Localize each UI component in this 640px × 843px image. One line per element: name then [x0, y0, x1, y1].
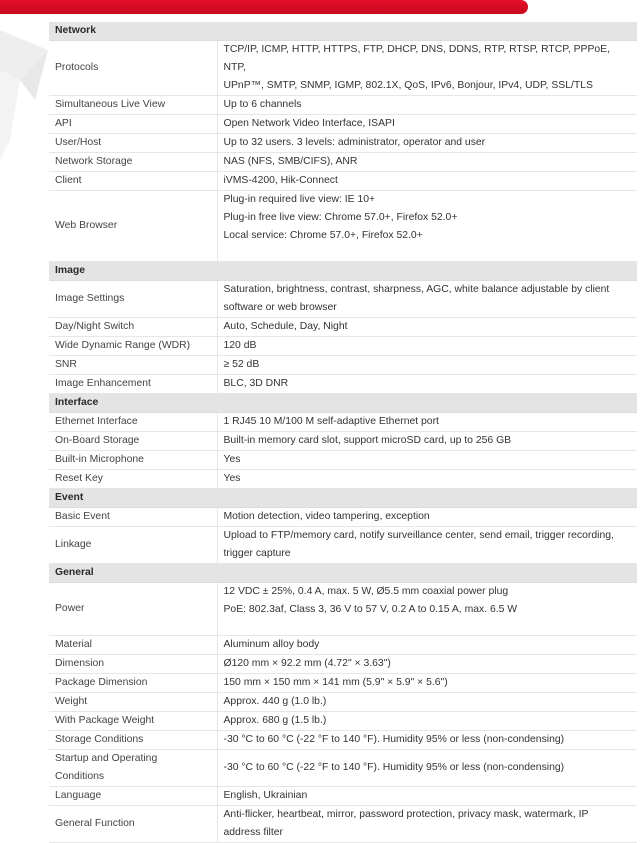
spec-row [49, 527, 637, 564]
section-title: Network [49, 22, 637, 41]
spec-value [217, 655, 637, 674]
spec-label: Network Storage [49, 153, 217, 172]
spec-label: Ethernet Interface [49, 413, 217, 432]
spec-row [49, 356, 637, 375]
spec-value-line: 120 dB [223, 340, 257, 351]
spec-value-line: -30 °C to 60 °C (-22 °F to 140 °F). Humidity 95% or less (non-condensing) [223, 762, 565, 773]
spec-row [49, 750, 637, 787]
spec-value-line: trigger capture [223, 548, 291, 559]
spec-value [217, 432, 637, 451]
spec-label: Image Settings [49, 281, 217, 318]
spec-value [217, 96, 637, 115]
spec-value [217, 712, 637, 731]
spec-row [49, 693, 637, 712]
spec-value-line: -30 °C to 60 °C (-22 °F to 140 °F). Humidity 95% or less (non-condensing) [223, 734, 565, 745]
spec-value-line: Aluminum alloy body [223, 639, 320, 650]
spec-value [217, 375, 637, 394]
spec-value-line: Yes [223, 473, 241, 484]
spec-row [49, 153, 637, 172]
header-accent-bar [0, 0, 528, 14]
spec-value-line: Plug-in required live view: IE 10+ [223, 194, 376, 205]
spec-value-line: Up to 6 channels [223, 99, 302, 110]
spec-row [49, 712, 637, 731]
spec-value-line: Up to 32 users. 3 levels: administrator, operator and user [223, 137, 486, 148]
spec-value [217, 731, 637, 750]
spec-value-line: Open Network Video Interface, ISAPI [223, 118, 395, 129]
spec-value-line: Plug-in free live view: Chrome 57.0+, Firefox 52.0+ [223, 212, 458, 223]
spec-label: Basic Event [49, 508, 217, 527]
spec-value [217, 787, 637, 806]
spec-label: Package Dimension [49, 674, 217, 693]
spec-value [217, 281, 637, 318]
spec-value-line: Auto, Schedule, Day, Night [223, 321, 348, 332]
section-header-network [49, 22, 637, 41]
section-title: General [49, 564, 637, 583]
spec-value-line: Anti-flicker, heartbeat, mirror, password protection, privacy mask, watermark, IP [223, 809, 589, 820]
spec-label [49, 750, 217, 787]
spec-value-line: Local service: Chrome 57.0+, Firefox 52.0+ [223, 230, 423, 241]
spec-label: Material [49, 636, 217, 655]
spec-row [49, 318, 637, 337]
spec-value [217, 508, 637, 527]
brand-watermark-icon [0, 10, 48, 170]
spec-row [49, 115, 637, 134]
spec-value-line: Ø120 mm × 92.2 mm (4.72" × 3.63") [223, 658, 391, 669]
spec-row [49, 583, 637, 636]
spec-label: Image Enhancement [49, 375, 217, 394]
spec-value [217, 413, 637, 432]
spec-label: With Package Weight [49, 712, 217, 731]
spec-value-line: Saturation, brightness, contrast, sharpness, AGC, white balance adjustable by client [223, 284, 610, 295]
spec-value [217, 153, 637, 172]
section-header-image [49, 262, 637, 281]
spec-row [49, 375, 637, 394]
spec-label: On-Board Storage [49, 432, 217, 451]
spec-row [49, 470, 637, 489]
section-header-general [49, 564, 637, 583]
spec-value [217, 318, 637, 337]
spec-row [49, 674, 637, 693]
spec-value-line: address filter [223, 827, 283, 838]
spec-label: Storage Conditions [49, 731, 217, 750]
spec-label: User/Host [49, 134, 217, 153]
spec-value-line: BLC, 3D DNR [223, 378, 289, 389]
spec-value-line: 150 mm × 150 mm × 141 mm (5.9" × 5.9" × 5.6") [223, 677, 448, 688]
spec-row [49, 636, 637, 655]
spec-value-line: PoE: 802.3af, Class 3, 36 V to 57 V, 0.2 A to 0.15 A, max. 6.5 W [223, 604, 518, 615]
spec-row [49, 191, 637, 262]
spec-value-line: English, Ukrainian [223, 790, 308, 801]
spec-label: Built-in Microphone [49, 451, 217, 470]
spec-row [49, 432, 637, 451]
spec-label: API [49, 115, 217, 134]
spec-value [217, 41, 637, 96]
spec-label: General Function [49, 806, 217, 843]
spec-value-line: 12 VDC ± 25%, 0.4 A, max. 5 W, Ø5.5 mm coaxial power plug [223, 586, 509, 597]
spec-value [217, 750, 637, 787]
spec-label: Client [49, 172, 217, 191]
spec-label: Wide Dynamic Range (WDR) [49, 337, 217, 356]
spec-value-line: software or web browser [223, 302, 337, 313]
spec-row [49, 337, 637, 356]
spec-row [49, 281, 637, 318]
spec-row [49, 41, 637, 96]
spec-row [49, 451, 637, 470]
spec-value [217, 451, 637, 470]
spec-row [49, 96, 637, 115]
spec-value-line: Upload to FTP/memory card, notify surveillance center, send email, trigger recording, [223, 530, 614, 541]
spec-value-line: UPnP™, SMTP, SNMP, IGMP, 802.1X, QoS, IPv6, Bonjour, IPv4, UDP, SSL/TLS [223, 80, 593, 91]
section-title: Image [49, 262, 637, 281]
spec-value-line: Motion detection, video tampering, exception [223, 511, 430, 522]
spec-row [49, 655, 637, 674]
spec-value [217, 356, 637, 375]
spec-value [217, 583, 637, 636]
spec-label: Weight [49, 693, 217, 712]
spec-row [49, 787, 637, 806]
spec-value [217, 674, 637, 693]
spec-value [217, 806, 637, 843]
spec-label: Web Browser [49, 191, 217, 262]
spec-value-line: Yes [223, 454, 241, 465]
spec-row [49, 806, 637, 843]
spec-value [217, 636, 637, 655]
spec-label: Protocols [49, 41, 217, 96]
spec-value [217, 115, 637, 134]
spec-label: Language [49, 787, 217, 806]
spec-value-line: TCP/IP, ICMP, HTTP, HTTPS, FTP, DHCP, DNS, DDNS, RTP, RTSP, RTCP, PPPoE, NTP, [223, 44, 610, 73]
spec-value-line: ≥ 52 dB [223, 359, 260, 370]
spec-value-line: Built-in memory card slot, support microSD card, up to 256 GB [223, 435, 512, 446]
spec-value [217, 191, 637, 262]
spec-value [217, 470, 637, 489]
spec-label: Day/Night Switch [49, 318, 217, 337]
spec-value [217, 693, 637, 712]
spec-value-line: NAS (NFS, SMB/CIFS), ANR [223, 156, 358, 167]
spec-value-line: Approx. 680 g (1.5 lb.) [223, 715, 327, 726]
spec-label: Linkage [49, 527, 217, 564]
spec-table [49, 22, 637, 843]
spec-label: Simultaneous Live View [49, 96, 217, 115]
spec-value [217, 337, 637, 356]
spec-value-line: iVMS-4200, Hik-Connect [223, 175, 338, 186]
section-title: Event [49, 489, 637, 508]
spec-label: SNR [49, 356, 217, 375]
spec-row [49, 508, 637, 527]
section-title: Interface [49, 394, 637, 413]
spec-row [49, 172, 637, 191]
spec-row [49, 413, 637, 432]
spec-label: Reset Key [49, 470, 217, 489]
spec-label-line: Conditions [55, 771, 105, 782]
spec-row [49, 134, 637, 153]
section-header-event [49, 489, 637, 508]
spec-label: Power [49, 583, 217, 636]
spec-label: Dimension [49, 655, 217, 674]
spec-value [217, 527, 637, 564]
spec-label-line: Startup and Operating [55, 753, 158, 764]
spec-value-line: 1 RJ45 10 M/100 M self-adaptive Ethernet port [223, 416, 439, 427]
spec-value [217, 134, 637, 153]
spec-value [217, 172, 637, 191]
spec-value-line: Approx. 440 g (1.0 lb.) [223, 696, 327, 707]
section-header-interface [49, 394, 637, 413]
spec-row [49, 731, 637, 750]
